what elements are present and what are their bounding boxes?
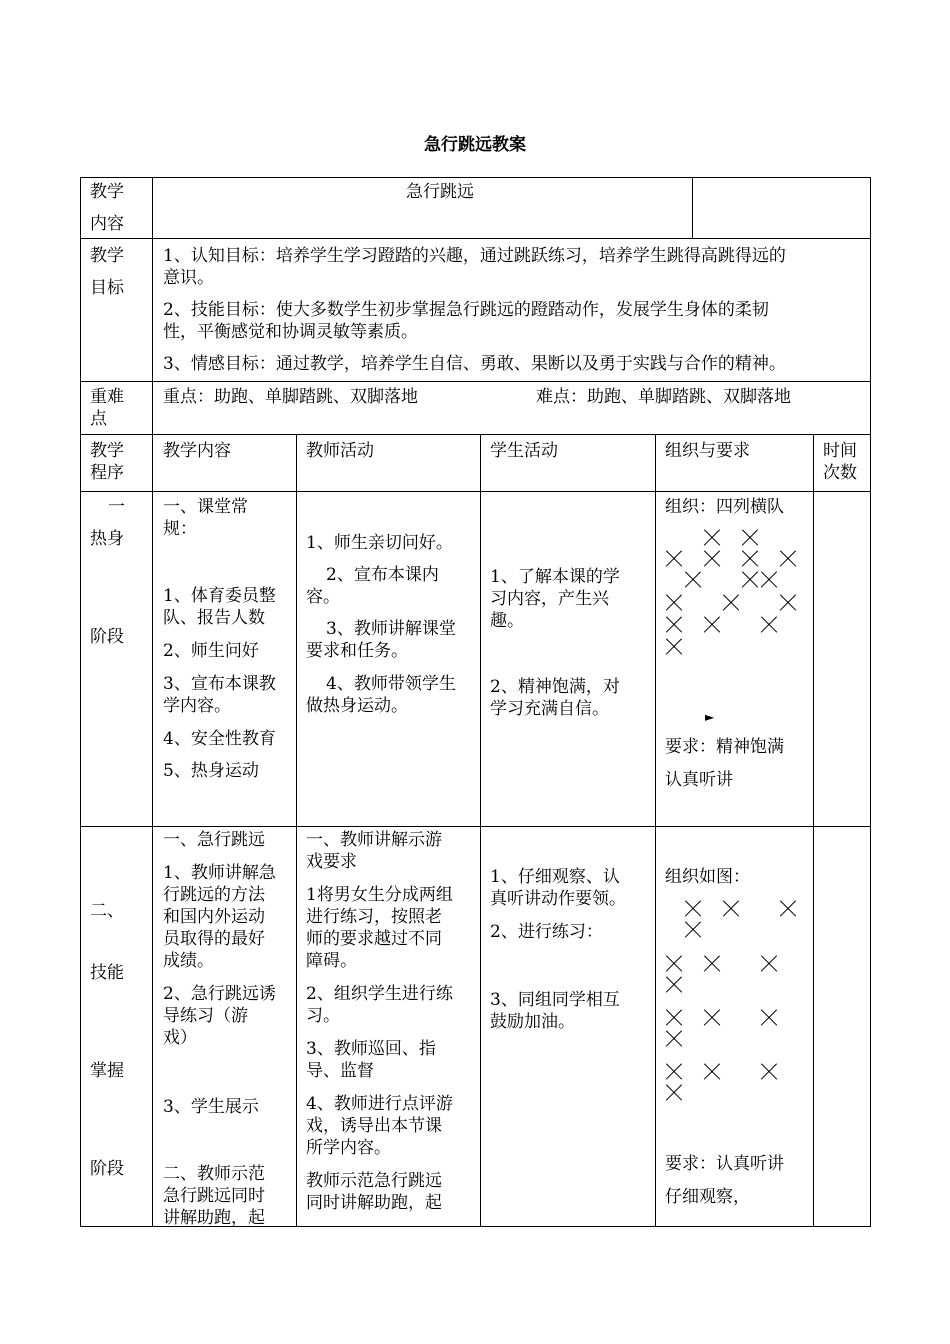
- warmup-org: 组织：四列横队: [665, 497, 784, 517]
- skill-teacher: 进行练习，按照老: [306, 907, 442, 927]
- warmup-teacher: 3、教师讲解课堂: [326, 619, 456, 639]
- skill-content: 2、急行跳远诱: [163, 984, 276, 1004]
- skill-content: 1、教师讲解急: [163, 863, 276, 883]
- skill-teacher: 所学内容。: [306, 1138, 391, 1158]
- warmup-stage-2: 热身: [90, 529, 124, 549]
- warmup-student: 习内容，产生兴: [490, 589, 609, 609]
- key-points: 重点：助跑、单脚踏跳、双脚落地: [163, 387, 418, 407]
- goal-cognitive-line2: 意识。: [163, 268, 214, 288]
- skill-teacher: 同时讲解助跑，起: [306, 1193, 442, 1213]
- skill-content: 行跳远的方法: [163, 885, 265, 905]
- warmup-content: 一、课堂常: [163, 497, 248, 517]
- teaching-content-value: 急行跳远: [406, 182, 474, 202]
- skill-teacher: 4、教师进行点评游: [306, 1094, 453, 1114]
- header-program-1: 教学: [90, 441, 124, 461]
- warmup-content: 5、热身运动: [163, 761, 259, 781]
- skill-content: 一、急行跳远: [163, 830, 265, 850]
- skill-content: 二、教师示范: [163, 1164, 265, 1184]
- skill-content: 员取得的最好: [163, 929, 265, 949]
- skill-stage-4: 阶段: [90, 1159, 124, 1179]
- skill-stage-1: 二、: [90, 901, 124, 921]
- header-time-2: 次数: [823, 463, 857, 483]
- warmup-teacher: 4、教师带领学生: [326, 674, 456, 694]
- difficult-points: 难点：助跑、单脚踏跳、双脚落地: [536, 387, 791, 407]
- label-goal-1: 教学: [90, 246, 124, 266]
- skill-content: 戏）: [163, 1028, 197, 1048]
- skill-student: 3、同组同学相互: [490, 990, 620, 1010]
- goal-emotion: 3、情感目标：通过教学，培养学生自信、勇敢、果断以及勇于实践与合作的精神。: [163, 354, 786, 374]
- skill-teacher: 导、监督: [306, 1061, 374, 1081]
- label-key-2: 点: [90, 409, 107, 429]
- skill-student: 真听讲动作要领。: [490, 889, 626, 909]
- warmup-student: 趣。: [490, 611, 524, 631]
- skill-org: 要求：认真听讲: [665, 1154, 784, 1174]
- header-org: 组织与要求: [665, 441, 750, 461]
- arrow-icon: ►: [705, 710, 715, 724]
- skill-org: 组织如图：: [665, 867, 750, 887]
- warmup-content: 1、体育委员整: [163, 586, 276, 606]
- warmup-student: 学习充满自信。: [490, 699, 609, 719]
- skill-student: 鼓励加油。: [490, 1012, 575, 1032]
- skill-content: 导练习（游: [163, 1006, 248, 1026]
- skill-content: 成绩。: [163, 951, 214, 971]
- skill-teacher: 2、组织学生进行练: [306, 984, 453, 1004]
- skill-org: 仔细观察，: [665, 1187, 750, 1207]
- skill-teacher: 教师示范急行跳远: [306, 1171, 442, 1191]
- warmup-content: 队、报告人数: [163, 608, 265, 628]
- goal-skill-line2: 性，平衡感觉和协调灵敏等素质。: [163, 322, 418, 342]
- warmup-student: 1、了解本课的学: [490, 567, 620, 587]
- skill-student: 1、仔细观察、认: [490, 867, 620, 887]
- skill-content: 讲解助跑，起: [163, 1208, 265, 1228]
- skill-student: 2、进行练习：: [490, 922, 603, 942]
- warmup-teacher: 做热身运动。: [306, 696, 408, 716]
- warmup-content: 规：: [163, 519, 197, 539]
- skill-content: 和国内外运动: [163, 907, 265, 927]
- warmup-org: 要求：精神饱满: [665, 737, 784, 757]
- warmup-org: 认真听讲: [665, 770, 733, 790]
- skill-teacher: 师的要求越过不同: [306, 929, 442, 949]
- skill-teacher: 一、教师讲解示游: [306, 830, 442, 850]
- warmup-content: 2、师生问好: [163, 641, 259, 661]
- header-student: 学生活动: [490, 441, 558, 461]
- warmup-content: 3、宣布本课教: [163, 674, 276, 694]
- warmup-stage-1: 一: [108, 497, 125, 517]
- label-goal-2: 目标: [90, 278, 124, 298]
- skill-content: 急行跳远同时: [163, 1186, 265, 1206]
- warmup-teacher: 1、师生亲切问好。: [306, 533, 453, 553]
- goal-cognitive-line1: 1、认知目标：培养学生学习蹬踏的兴趣，通过跳跃练习，培养学生跳得高跳得远的: [163, 246, 786, 266]
- skill-teacher: 戏要求: [306, 852, 357, 872]
- skill-stage-2: 技能: [90, 963, 124, 983]
- skill-teacher: 障碍。: [306, 951, 357, 971]
- warmup-student: 2、精神饱满，对: [490, 677, 620, 697]
- skill-content: 3、学生展示: [163, 1097, 259, 1117]
- goal-skill-line1: 2、技能目标：使大多数学生初步掌握急行跳远的蹬踏动作，发展学生身体的柔韧: [163, 300, 769, 320]
- header-content: 教学内容: [163, 441, 231, 461]
- warmup-stage-3: 阶段: [90, 627, 124, 647]
- warmup-content: 4、安全性教育: [163, 729, 276, 749]
- header-teacher: 教师活动: [306, 441, 374, 461]
- warmup-content: 学内容。: [163, 696, 231, 716]
- warmup-teacher: 2、宣布本课内: [326, 565, 439, 585]
- label-teaching-content-2: 内容: [90, 214, 124, 234]
- skill-stage-3: 掌握: [90, 1061, 124, 1081]
- skill-teacher: 3、教师巡回、指: [306, 1039, 436, 1059]
- label-key-1: 重难: [90, 387, 124, 407]
- warmup-teacher: 要求和任务。: [306, 641, 408, 661]
- label-teaching-content-1: 教学: [90, 182, 124, 202]
- header-program-2: 程序: [90, 463, 124, 483]
- page-title: 急行跳远教案: [424, 135, 526, 155]
- skill-teacher: 戏，诱导出本节课: [306, 1116, 442, 1136]
- header-time-1: 时间: [823, 441, 857, 461]
- skill-teacher: 1将男女生分成两组: [306, 885, 453, 905]
- warmup-teacher: 容。: [306, 587, 340, 607]
- skill-teacher: 习。: [306, 1006, 340, 1026]
